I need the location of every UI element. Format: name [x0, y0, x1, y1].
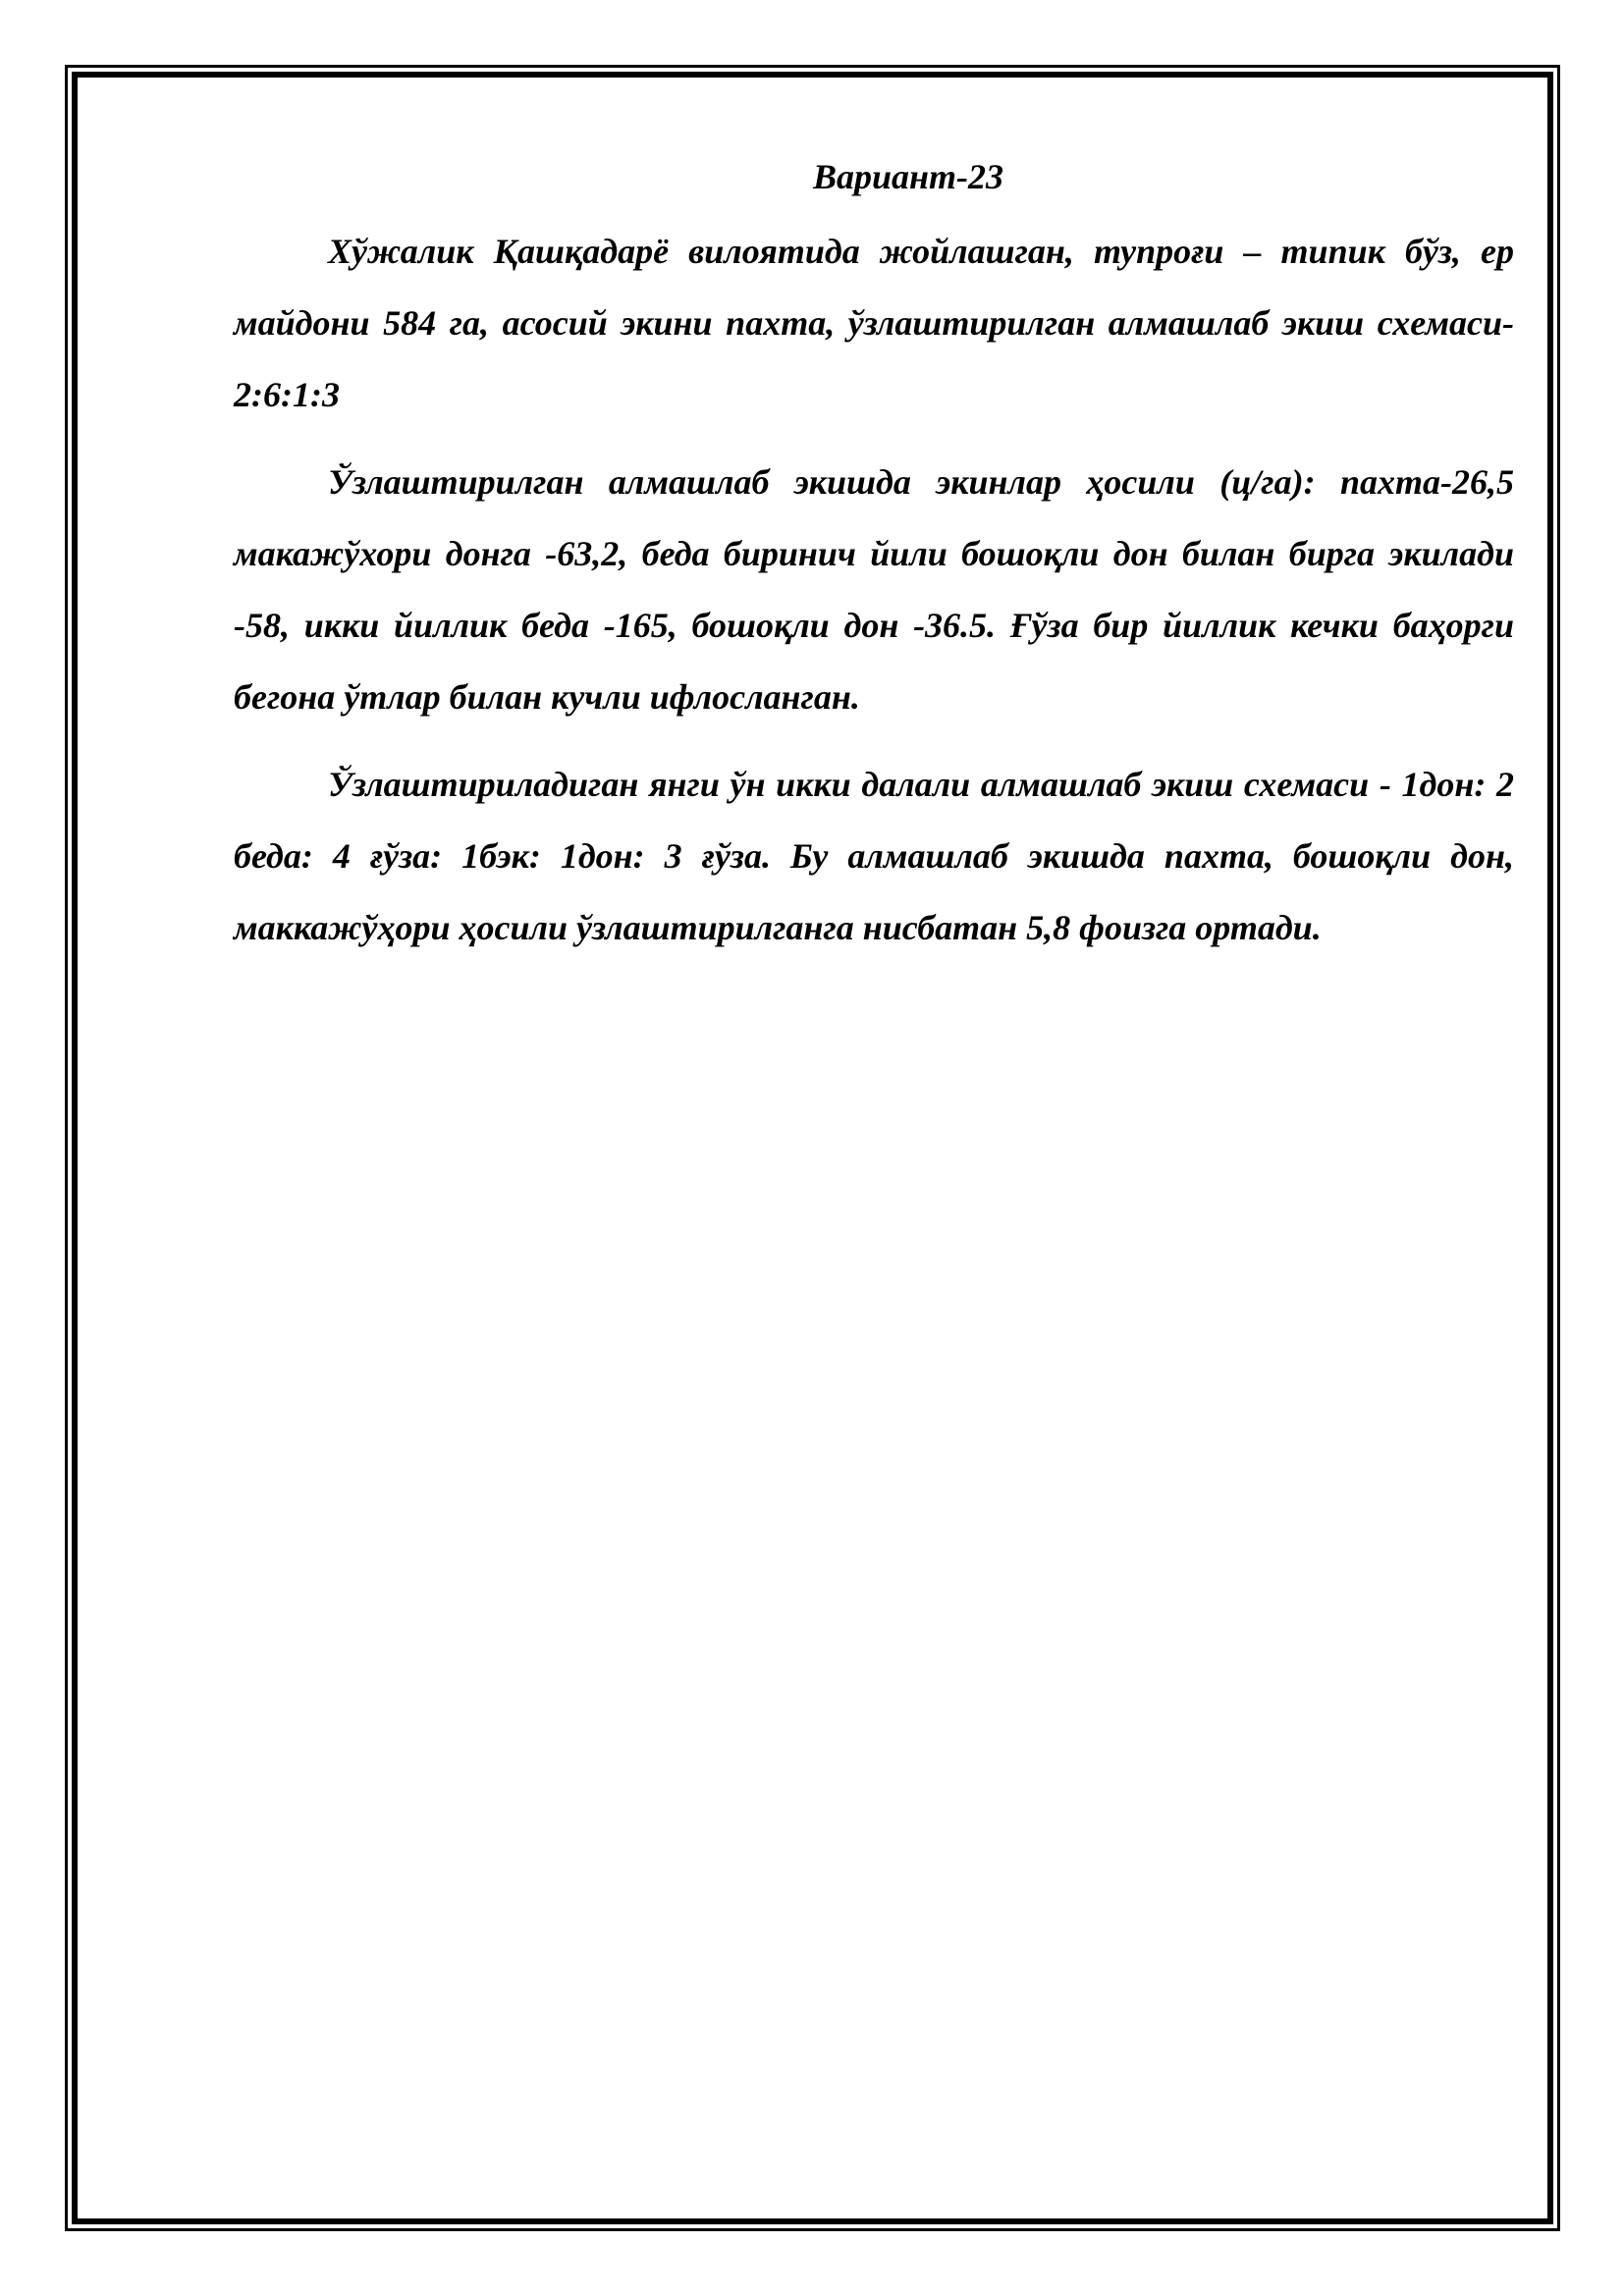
paragraph-farm-description: Хўжалик Қашқадарё вилоятида жойлашган, тупроғи – типик бўз, ер майдони 584 га, асосий экини пахта, ўзлаштирилган алмашлаб экиш схемаси- 2:6:1:3	[234, 232, 1514, 414]
document-title: Вариант-23	[812, 157, 1003, 196]
document-body	[234, 147, 1514, 980]
paragraph-new-rotation: Ўзлаштириладиган янги ўн икки далали алмашлаб экиш схемаси - 1дон: 2 беда: 4 ғўза: 1бэк: 1дон: 3 ғўза. Бу алмашлаб экишда пахта, бошоқли дон, маккажўҳори ҳосили ўзлаштирилганга нисбатан 5,8 фоизга ортади.	[234, 765, 1514, 947]
paragraph-crop-yields: Ўзлаштирилган алмашлаб экишда экинлар ҳосили (ц/га): пахта-26,5 макажўхори донга -63,2, беда биринич йили бошоқли дон билан бирга экилади -58, икки йиллик беда -165, бошоқли дон -36.5. Ғўза бир йиллик кечки баҳорги бегона ўтлар билан кучли ифлосланган.	[234, 462, 1514, 717]
